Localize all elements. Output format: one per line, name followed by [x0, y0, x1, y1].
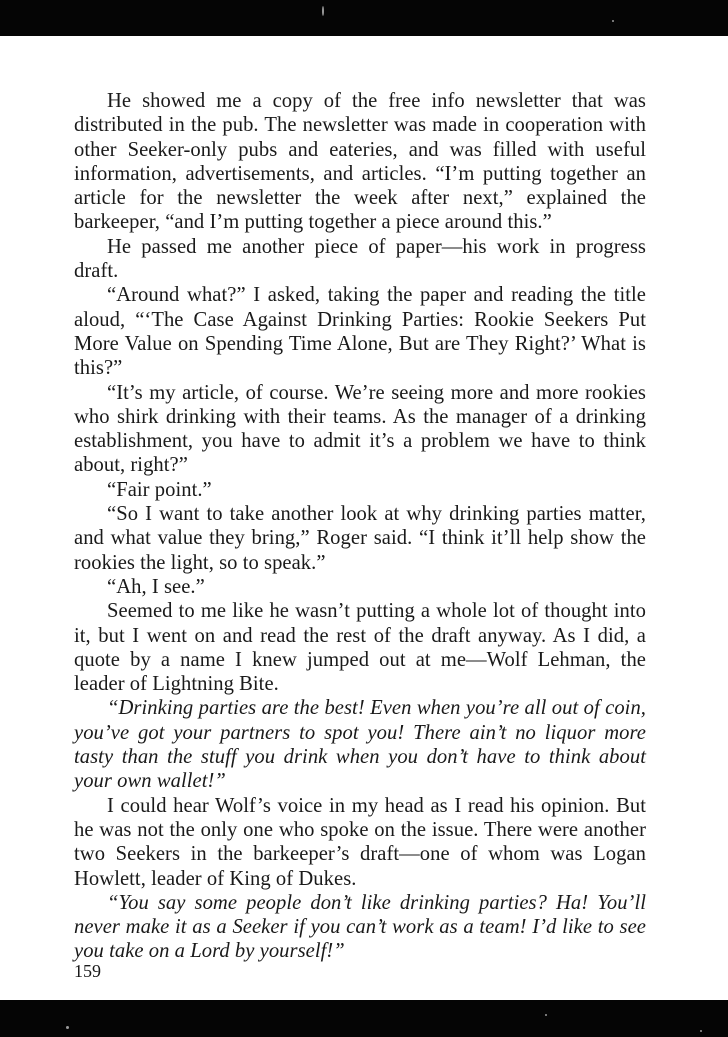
page-body [74, 89, 646, 964]
scan-speck [66, 1026, 69, 1029]
paragraph: I could hear Wolf’s voice in my head as I read his opinion. But he was not the only one who spoke on the issue. There were another two Seekers in the barkeeper’s draft—one of whom was Logan Howlett, leader of King of Dukes. [74, 794, 646, 890]
paragraph: “So I want to take another look at why drinking parties matter, and what value they bring,” Roger said. “I think it’ll help show the rookies the light, so to speak.” [74, 503, 646, 574]
page-number: 159 [74, 961, 101, 981]
paragraph: “Around what?” I asked, taking the paper and reading the title aloud, “‘The Case Against Drinking Parties: Rookie Seekers Put More Value on Spending Time Alone, But are They Right?’ What is this?” [74, 284, 646, 380]
paragraph: He passed me another piece of paper—his work in progress draft. [74, 235, 646, 283]
paragraph: He showed me a copy of the free info newsletter that was distributed in the pub. The newsletter was made in cooperation with other Seeker-only pubs and eateries, and was filled with useful information, advertisements, and articles. “I’m putting together an article for the newsletter the week after next,” explained the barkeeper, “and I’m putting together a piece around this.” [74, 90, 646, 234]
scan-speck [545, 1014, 547, 1016]
paragraph: “Ah, I see.” [107, 575, 205, 598]
paragraph: Seemed to me like he wasn’t putting a whole lot of thought into it, but I went on and read the rest of the draft anyway. As I did, a quote by a name I knew jumped out at me—Wolf Lehman, the leader of Lightning Bite. [74, 600, 646, 696]
paragraph: “It’s my article, of course. We’re seeing more and more rookies who shirk drinking with their teams. As the manager of a drinking establishment, you have to admit it’s a problem we have to think about, right?” [74, 381, 646, 477]
quote-paragraph: “Drinking parties are the best! Even when you’re all out of coin, you’ve got your partners to spot you! There ain’t no liquor more tasty than the stuff you drink when you don’t have to think about your own wallet!” [74, 697, 646, 793]
scan-speck [322, 6, 324, 16]
top-scan-border [0, 0, 728, 36]
paragraph: “Fair point.” [107, 478, 212, 501]
bottom-scan-border [0, 1000, 728, 1037]
scan-speck [612, 20, 614, 22]
scan-speck [700, 1030, 702, 1032]
quote-paragraph: “You say some people don’t like drinking parties? Ha! You’ll never make it as a Seeker if you can’t work as a team! I’d like to see you take on a Lord by yourself!” [74, 891, 646, 963]
